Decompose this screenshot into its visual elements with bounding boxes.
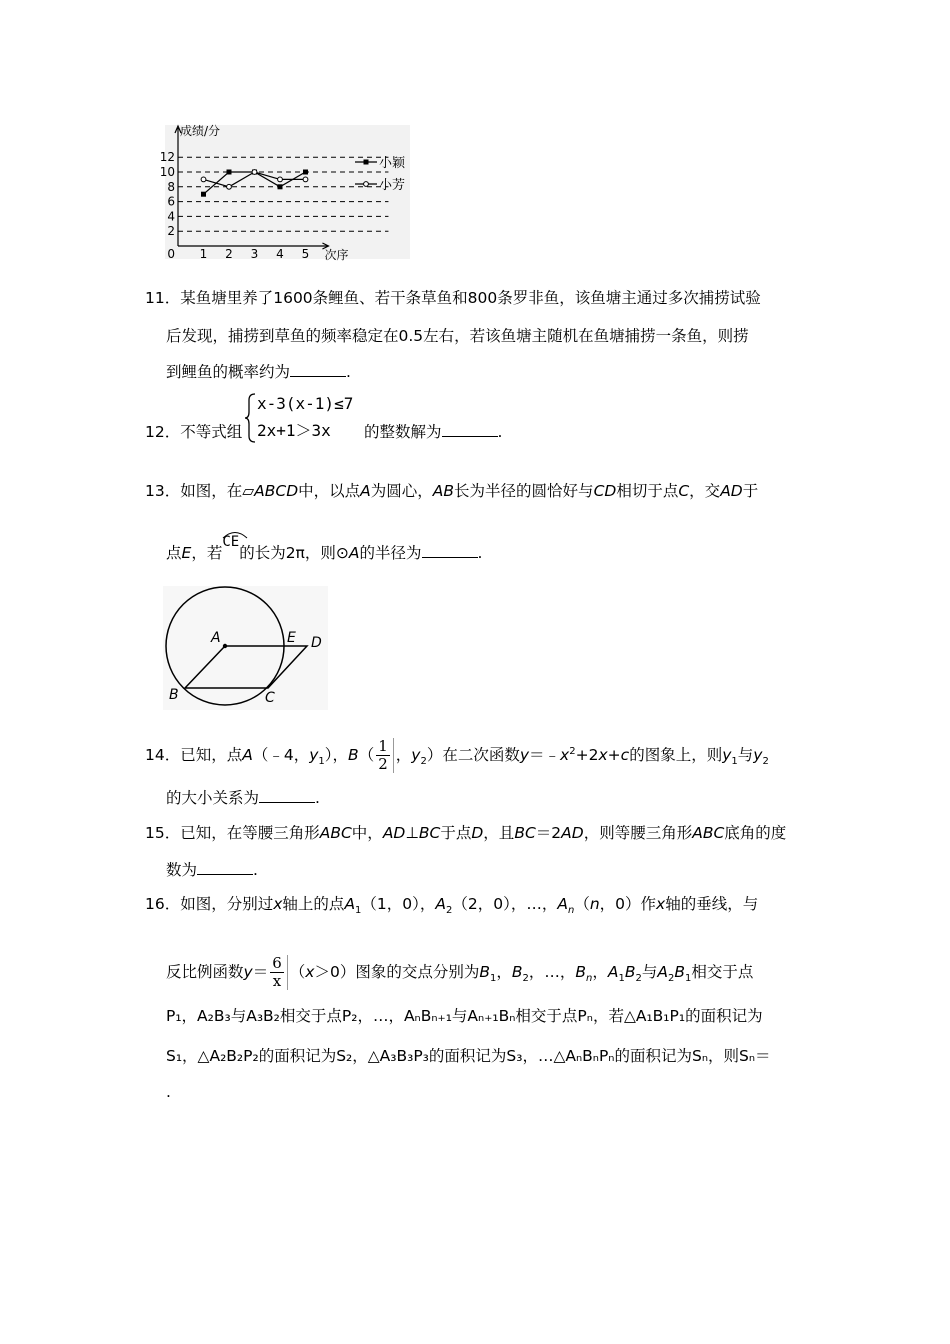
t: 的大小关系为 [166, 789, 260, 807]
q12-inequality-1: x-3(x-1)≤7 [257, 394, 354, 413]
t: ＝2 [535, 824, 562, 842]
t: 2 [762, 756, 769, 768]
t: x [305, 963, 315, 981]
t: A [344, 895, 356, 913]
x-tick-label: 5 [301, 247, 310, 261]
t: 于 [742, 482, 759, 500]
t: AB [432, 482, 455, 500]
t: ＞0）图象的交点分别为 [314, 963, 480, 981]
t: x [273, 895, 283, 913]
t: （ [358, 746, 375, 764]
t: 数为 [166, 861, 198, 879]
fraction-one-half [376, 738, 394, 773]
q13-line-2 [166, 534, 483, 564]
t: B [624, 963, 636, 981]
data-point [227, 184, 232, 189]
center-point [223, 644, 227, 648]
t: BC [514, 824, 536, 842]
denominator: x [270, 972, 284, 990]
label-a: A [211, 630, 221, 646]
t: n [567, 905, 575, 917]
t: ）， [324, 746, 349, 764]
t: A [242, 746, 253, 764]
arc-label: CE [222, 534, 240, 550]
t: n [589, 895, 600, 913]
label-e: E [287, 630, 296, 646]
q11-text: 到鲤鱼的概率约为 [166, 363, 291, 381]
t: 16．如图，分别过 [145, 895, 274, 913]
q12-prefix: 12．不等式组 [145, 423, 243, 441]
q11-line-1: 11．某鱼塘里养了1600条鲤鱼、若干条草鱼和800条罗非鱼，该鱼塘主通过多次捕捞试验 [145, 289, 761, 307]
fraction-6-over-x [270, 955, 288, 990]
t: 为圆心， [370, 482, 433, 500]
t: ⊥ [405, 824, 419, 842]
q14-line-2 [166, 788, 320, 808]
label-d: D [311, 635, 322, 651]
y-tick-label: 4 [167, 209, 175, 224]
t: 中， [351, 824, 383, 842]
numerator: 1 [378, 737, 388, 755]
t: +2 [575, 746, 599, 764]
answer-blank [197, 860, 253, 875]
t: ABC [692, 824, 725, 842]
t: 2 [668, 973, 675, 985]
t: ， [592, 963, 608, 981]
t: D [471, 824, 484, 842]
q12-inequality-2: 2x+1＞3x [257, 421, 331, 440]
t: ，0）作 [599, 895, 657, 913]
q12-end: . [497, 423, 503, 441]
t: AD [561, 824, 584, 842]
frac [270, 955, 284, 990]
q11-end: . [346, 363, 351, 381]
t: 13．如图，在 [145, 482, 243, 500]
t: ，且 [483, 824, 515, 842]
t: 相切于点 [616, 482, 679, 500]
t: A [657, 963, 669, 981]
q16-line-1 [145, 894, 759, 917]
t: A [435, 895, 447, 913]
t: A [360, 482, 371, 500]
t: A [607, 963, 619, 981]
numerator: 6 [272, 954, 282, 972]
t: （ [574, 895, 590, 913]
t: 15．已知，在等腰三角形 [145, 824, 320, 842]
t: ， [395, 746, 412, 764]
q16-line-5: . [166, 1083, 171, 1101]
t: + [607, 746, 621, 764]
x-tick-label: 1 [199, 247, 208, 261]
t: 2 [522, 973, 529, 985]
legend-label: 小芳 [379, 178, 406, 193]
t: n [586, 973, 593, 985]
t: （ [289, 963, 306, 981]
t: . [315, 789, 320, 807]
t: 点 [166, 544, 182, 562]
t: ）在二次函数 [426, 746, 520, 764]
denominator: 2 [378, 755, 388, 773]
t: c [620, 746, 630, 764]
t: ，则等腰三角形 [583, 824, 693, 842]
data-point [278, 177, 283, 182]
data-point [303, 170, 308, 175]
t: E [181, 544, 192, 562]
t: 的长为2π，则⊙ [239, 544, 349, 562]
t: y [722, 746, 732, 764]
t: BC [418, 824, 441, 842]
t: 与 [641, 963, 658, 981]
t: ，若 [191, 544, 223, 562]
t: （2，0），…， [452, 895, 558, 913]
t: A [557, 895, 568, 913]
t: x [560, 746, 570, 764]
q14-line-1 [145, 738, 769, 773]
data-point [252, 170, 257, 175]
t: x [656, 895, 666, 913]
q11-line-2: 后发现，捕捞到草鱼的频率稳定在0.5左右，若该鱼塘主随机在鱼塘捕捞一条鱼，则捞 [166, 327, 749, 345]
origin-label: 0 [167, 247, 175, 261]
t: 长为半径的圆恰好与 [454, 482, 594, 500]
t: ABCD [254, 482, 299, 500]
q16-line-2 [166, 955, 753, 990]
t: ＝ [252, 963, 269, 981]
t: 与 [737, 746, 754, 764]
t: 2 [569, 745, 576, 757]
t: AD [382, 824, 406, 842]
t: ABC [319, 824, 352, 842]
t: 1 [355, 905, 362, 917]
t: ，…， [528, 963, 576, 981]
t: 相交于点 [691, 963, 754, 981]
legend-label: 小颖 [379, 156, 406, 171]
t: 1 [685, 973, 692, 985]
t: 1 [618, 973, 625, 985]
t: 14．已知，点 [145, 746, 243, 764]
t: A [348, 544, 360, 562]
t: CD [593, 482, 617, 500]
data-point [278, 184, 283, 189]
t: 的图象上，则 [629, 746, 723, 764]
t: ， [496, 963, 512, 981]
data-point [303, 177, 308, 182]
legend-marker [364, 160, 369, 165]
t: B [479, 963, 490, 981]
x-axis-label: 次序 [324, 248, 349, 262]
q13-line-1 [145, 481, 758, 501]
t: 中，以点 [298, 482, 361, 500]
t: y [753, 746, 763, 764]
t: C [678, 482, 690, 500]
answer-blank [422, 543, 478, 558]
t: B [575, 963, 587, 981]
answer-blank [290, 362, 346, 377]
t: B [674, 963, 686, 981]
data-point [201, 192, 206, 197]
t: B [511, 963, 523, 981]
t: 轴的垂线，与 [665, 895, 759, 913]
t: 1 [731, 756, 738, 768]
y-tick-label: 8 [167, 179, 175, 194]
q16-line-3: P₁，A₂B₃与A₃B₂相交于点P₂，…，AₙBₙ₊₁与Aₙ₊₁Bₙ相交于点Pₙ，若△A₁B₁P₁的面积记为 [166, 1007, 763, 1025]
label-c: C [265, 690, 275, 706]
arc-ce [222, 534, 240, 564]
x-tick-label: 3 [250, 247, 259, 261]
answer-blank [259, 788, 315, 803]
t: 轴上的点 [282, 895, 345, 913]
q16-line-4: S₁，△A₂B₂P₂的面积记为S₂，△A₃B₃P₃的面积记为S₃，…△AₙBₙPₙ的面积记为Sₙ，则Sₙ＝ [166, 1047, 771, 1065]
t: x [598, 746, 608, 764]
t: 1 [489, 973, 497, 985]
t: （1，0）， [361, 895, 436, 913]
t: B [348, 746, 359, 764]
parallelogram-symbol: ▱ [242, 482, 255, 500]
legend-marker [364, 182, 369, 187]
t: y [411, 746, 421, 764]
brace-icon [243, 392, 257, 444]
q15-line-1 [145, 823, 786, 843]
t: y [243, 963, 253, 981]
y-axis-label: 成绩/分 [180, 124, 221, 138]
t: y [519, 746, 530, 764]
t: ，交 [689, 482, 721, 500]
t: AD [720, 482, 743, 500]
t: （﹣4， [252, 746, 310, 764]
t: 2 [420, 756, 427, 768]
q12-suffix [364, 422, 502, 442]
frac [376, 738, 390, 773]
data-point [227, 170, 232, 175]
x-tick-label: 4 [276, 247, 284, 261]
t: 的半径为 [359, 544, 422, 562]
t: 反比例函数 [166, 963, 244, 981]
t: y [309, 746, 319, 764]
t: 1 [318, 756, 325, 768]
t: . [253, 861, 258, 879]
label-b: B [169, 687, 179, 703]
t: 2 [635, 973, 642, 985]
t: . [477, 544, 483, 562]
t: 2 [446, 905, 453, 917]
q15-line-2 [166, 860, 258, 880]
score-line-chart [160, 122, 420, 262]
y-tick-label: 12 [160, 150, 175, 165]
answer-blank [442, 422, 498, 437]
y-tick-label: 10 [160, 165, 175, 179]
data-point [201, 177, 206, 182]
y-tick-label: 6 [167, 194, 175, 209]
t: 于点 [440, 824, 472, 842]
y-tick-label: 2 [167, 224, 175, 239]
x-tick-label: 2 [225, 247, 233, 261]
circle-parallelogram-figure [163, 586, 328, 710]
t: 底角的度 [724, 824, 787, 842]
q11-line-3 [166, 362, 351, 382]
q12-suffix-text: 的整数解为 [364, 423, 442, 441]
t: ＝﹣ [529, 746, 561, 764]
